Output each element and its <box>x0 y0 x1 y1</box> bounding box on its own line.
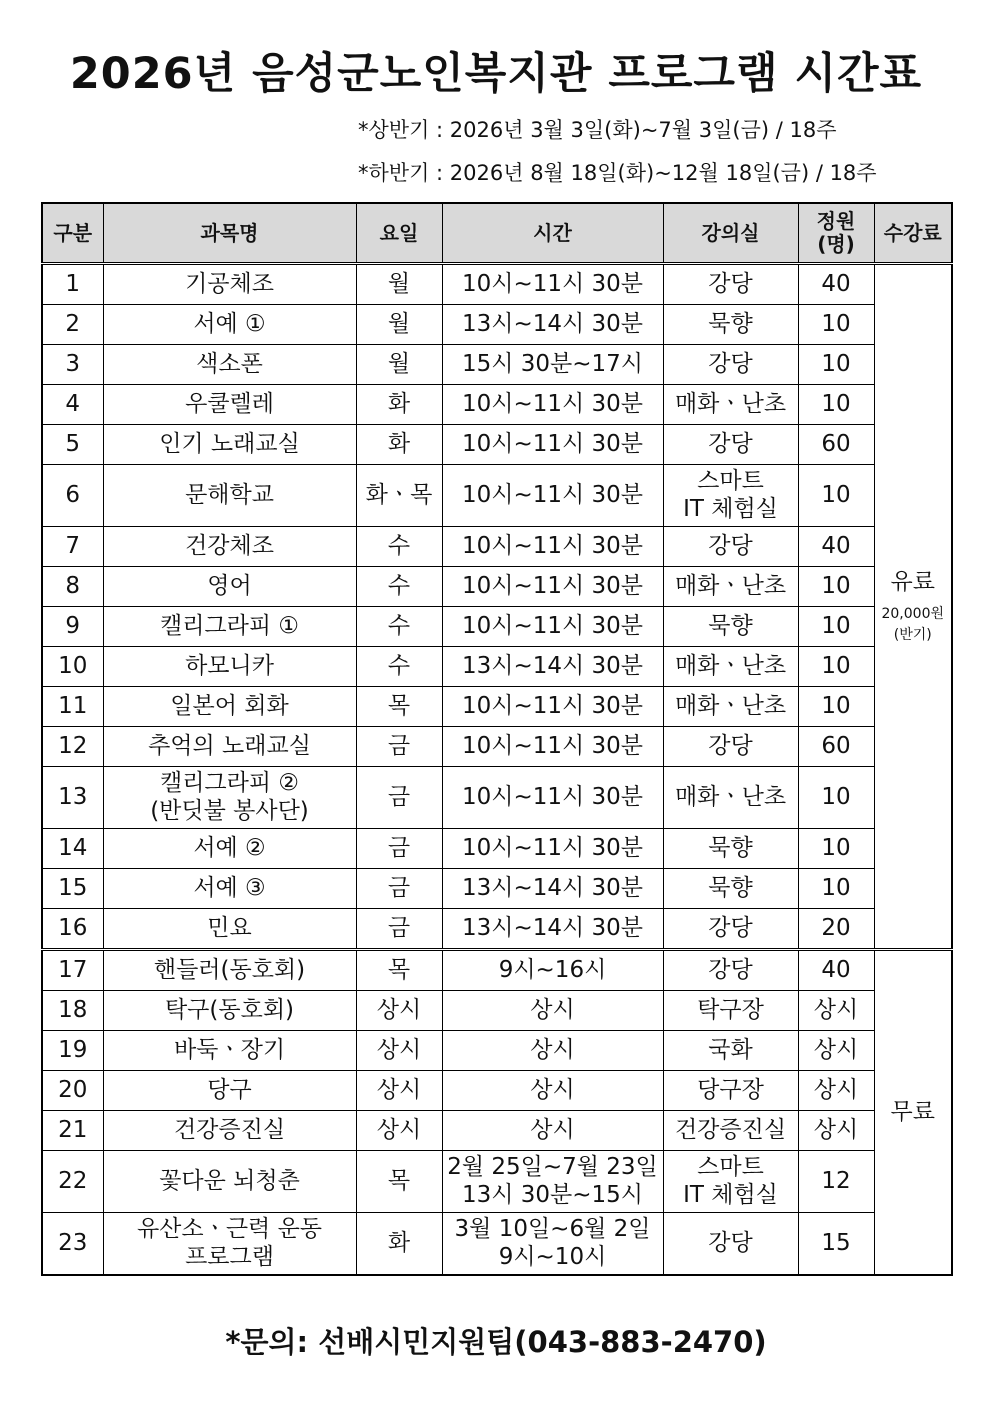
row-no: 22 <box>42 1151 103 1213</box>
schedule-table <box>41 202 953 1276</box>
row-no: 21 <box>42 1111 103 1151</box>
row-day: 금 <box>356 909 442 950</box>
row-room: 묵향 <box>663 607 798 647</box>
row-room: 강당 <box>663 1213 798 1276</box>
row-time: 10시~11시 30분 <box>442 767 663 829</box>
header-capacity-line1: 정원 <box>816 209 856 233</box>
table-row <box>42 425 952 465</box>
row-no: 18 <box>42 991 103 1031</box>
row-day: 화 <box>356 1213 442 1276</box>
row-time: 10시~11시 30분 <box>442 425 663 465</box>
header-subject: 과목명 <box>103 203 356 264</box>
row-subject: 색소폰 <box>103 345 356 385</box>
row-time-line1: 2월 25일~7월 23일 <box>447 1153 658 1180</box>
row-no: 10 <box>42 647 103 687</box>
row-room: 매화ㆍ난초 <box>663 767 798 829</box>
row-day: 수 <box>356 647 442 687</box>
header-capacity-line2: (명) <box>817 232 855 256</box>
row-subject: 건강증진실 <box>103 1111 356 1151</box>
table-row <box>42 607 952 647</box>
row-no: 6 <box>42 465 103 527</box>
row-room: 강당 <box>663 527 798 567</box>
row-time: 13시~14시 30분 <box>442 647 663 687</box>
row-time: 10시~11시 30분 <box>442 264 663 305</box>
row-room-line1: 스마트 <box>697 467 764 494</box>
table-row <box>42 465 952 527</box>
row-day: 상시 <box>356 1111 442 1151</box>
table-row <box>42 1071 952 1111</box>
row-day: 상시 <box>356 1031 442 1071</box>
table-row <box>42 385 952 425</box>
fee-paid-label: 유료 <box>890 569 935 596</box>
row-subject: 하모니카 <box>103 647 356 687</box>
row-subject <box>103 767 356 829</box>
row-subject: 문해학교 <box>103 465 356 527</box>
row-capacity: 10 <box>798 305 874 345</box>
row-time <box>442 1151 663 1213</box>
table-row <box>42 767 952 829</box>
header-time: 시간 <box>442 203 663 264</box>
row-day: 수 <box>356 527 442 567</box>
row-day: 화ㆍ목 <box>356 465 442 527</box>
row-time: 10시~11시 30분 <box>442 567 663 607</box>
row-subject: 기공체조 <box>103 264 356 305</box>
row-subject: 건강체조 <box>103 527 356 567</box>
row-capacity: 40 <box>798 950 874 991</box>
table-row <box>42 909 952 950</box>
row-time: 상시 <box>442 1071 663 1111</box>
row-day: 금 <box>356 869 442 909</box>
row-capacity: 10 <box>798 607 874 647</box>
row-room: 당구장 <box>663 1071 798 1111</box>
row-no: 3 <box>42 345 103 385</box>
row-no: 11 <box>42 687 103 727</box>
row-room: 강당 <box>663 264 798 305</box>
row-room: 묵향 <box>663 305 798 345</box>
row-time-line2: 13시 30분~15시 <box>461 1181 644 1208</box>
contact-info: *문의: 선배시민지원팀(043-883-2470) <box>225 1325 767 1359</box>
row-capacity: 상시 <box>798 991 874 1031</box>
row-time: 13시~14시 30분 <box>442 909 663 950</box>
row-subject: 당구 <box>103 1071 356 1111</box>
row-day: 금 <box>356 727 442 767</box>
row-room <box>663 1151 798 1213</box>
row-day: 상시 <box>356 991 442 1031</box>
table-row <box>42 1151 952 1213</box>
row-day: 금 <box>356 767 442 829</box>
table-row <box>42 527 952 567</box>
row-capacity: 10 <box>798 465 874 527</box>
row-no: 5 <box>42 425 103 465</box>
row-no: 19 <box>42 1031 103 1071</box>
table-row <box>42 1213 952 1276</box>
row-subject: 꽃다운 뇌청춘 <box>103 1151 356 1213</box>
row-no: 2 <box>42 305 103 345</box>
row-day: 월 <box>356 264 442 305</box>
row-subject: 바둑ㆍ장기 <box>103 1031 356 1071</box>
row-no: 8 <box>42 567 103 607</box>
fee-free-cell: 무료 <box>874 950 952 1276</box>
table-row <box>42 829 952 869</box>
row-room-line1: 스마트 <box>697 1153 764 1180</box>
row-room: 건강증진실 <box>663 1111 798 1151</box>
row-room: 탁구장 <box>663 991 798 1031</box>
table-row <box>42 647 952 687</box>
row-no: 4 <box>42 385 103 425</box>
row-capacity: 10 <box>798 647 874 687</box>
row-time <box>442 1213 663 1276</box>
row-time: 10시~11시 30분 <box>442 607 663 647</box>
row-subject: 민요 <box>103 909 356 950</box>
row-subject <box>103 1213 356 1276</box>
row-no: 16 <box>42 909 103 950</box>
row-subject: 탁구(동호회) <box>103 991 356 1031</box>
row-day: 수 <box>356 567 442 607</box>
row-subject-line1: 유산소ㆍ근력 운동 <box>136 1215 323 1242</box>
row-no: 15 <box>42 869 103 909</box>
header-capacity <box>798 203 874 264</box>
row-capacity: 10 <box>798 829 874 869</box>
row-time: 9시~16시 <box>442 950 663 991</box>
row-time: 10시~11시 30분 <box>442 687 663 727</box>
row-subject: 서예 ③ <box>103 869 356 909</box>
row-no: 13 <box>42 767 103 829</box>
table-row <box>42 950 952 991</box>
row-room-line2: IT 체험실 <box>683 495 778 522</box>
row-no: 14 <box>42 829 103 869</box>
row-capacity: 40 <box>798 264 874 305</box>
row-capacity: 60 <box>798 425 874 465</box>
row-room: 국화 <box>663 1031 798 1071</box>
row-no: 23 <box>42 1213 103 1276</box>
row-no: 12 <box>42 727 103 767</box>
row-capacity: 60 <box>798 727 874 767</box>
row-capacity: 15 <box>798 1213 874 1276</box>
row-time: 상시 <box>442 1031 663 1071</box>
row-room: 강당 <box>663 950 798 991</box>
header-no: 구분 <box>42 203 103 264</box>
row-time: 상시 <box>442 1111 663 1151</box>
row-room: 매화ㆍ난초 <box>663 647 798 687</box>
table-row <box>42 869 952 909</box>
row-day: 화 <box>356 425 442 465</box>
table-row <box>42 991 952 1031</box>
row-time-line1: 3월 10일~6월 2일 <box>454 1215 651 1242</box>
row-subject: 추억의 노래교실 <box>103 727 356 767</box>
row-time: 10시~11시 30분 <box>442 465 663 527</box>
row-subject-line2: 프로그램 <box>185 1243 274 1270</box>
row-day: 수 <box>356 607 442 647</box>
row-capacity: 상시 <box>798 1111 874 1151</box>
header-fee: 수강료 <box>874 203 952 264</box>
row-day: 목 <box>356 950 442 991</box>
row-no: 20 <box>42 1071 103 1111</box>
header-day: 요일 <box>356 203 442 264</box>
table-row <box>42 1031 952 1071</box>
table-row <box>42 727 952 767</box>
row-capacity: 20 <box>798 909 874 950</box>
row-subject-line1: 캘리그라피 ② <box>159 769 300 796</box>
table-row <box>42 567 952 607</box>
row-subject: 일본어 회화 <box>103 687 356 727</box>
table-header-row <box>42 203 952 264</box>
header-room: 강의실 <box>663 203 798 264</box>
row-no: 17 <box>42 950 103 991</box>
row-subject: 인기 노래교실 <box>103 425 356 465</box>
row-day: 상시 <box>356 1071 442 1111</box>
row-time: 10시~11시 30분 <box>442 727 663 767</box>
row-room: 매화ㆍ난초 <box>663 687 798 727</box>
row-subject: 캘리그라피 ① <box>103 607 356 647</box>
table-row <box>42 305 952 345</box>
row-capacity: 12 <box>798 1151 874 1213</box>
fee-paid-amount: 20,000원 <box>881 606 944 622</box>
row-capacity: 10 <box>798 687 874 727</box>
row-capacity: 상시 <box>798 1071 874 1111</box>
row-room: 강당 <box>663 727 798 767</box>
row-day: 월 <box>356 305 442 345</box>
row-subject: 우쿨렐레 <box>103 385 356 425</box>
table-row <box>42 264 952 305</box>
row-no: 1 <box>42 264 103 305</box>
row-capacity: 10 <box>798 567 874 607</box>
first-half-period: *상반기 : 2026년 3월 3일(화)~7월 3일(금) / 18주 <box>358 118 837 142</box>
row-day: 목 <box>356 1151 442 1213</box>
row-subject: 영어 <box>103 567 356 607</box>
row-time: 상시 <box>442 991 663 1031</box>
row-capacity: 10 <box>798 345 874 385</box>
table-row <box>42 345 952 385</box>
second-half-period: *하반기 : 2026년 8월 18일(화)~12월 18일(금) / 18주 <box>358 161 877 185</box>
row-time: 13시~14시 30분 <box>442 305 663 345</box>
row-day: 월 <box>356 345 442 385</box>
row-time-line2: 9시~10시 <box>498 1243 607 1270</box>
row-room: 강당 <box>663 345 798 385</box>
row-time: 15시 30분~17시 <box>442 345 663 385</box>
row-capacity: 상시 <box>798 1031 874 1071</box>
page-title: 2026년 음성군노인복지관 프로그램 시간표 <box>69 49 923 99</box>
row-room: 묵향 <box>663 869 798 909</box>
fee-paid-cell <box>874 264 952 950</box>
row-subject-line2: (반딧불 봉사단) <box>150 797 309 824</box>
row-time: 10시~11시 30분 <box>442 385 663 425</box>
row-no: 9 <box>42 607 103 647</box>
row-capacity: 10 <box>798 385 874 425</box>
row-time: 13시~14시 30분 <box>442 869 663 909</box>
row-day: 화 <box>356 385 442 425</box>
row-subject: 서예 ② <box>103 829 356 869</box>
row-capacity: 40 <box>798 527 874 567</box>
row-day: 목 <box>356 687 442 727</box>
row-room: 강당 <box>663 425 798 465</box>
table-row <box>42 1111 952 1151</box>
fee-paid-period: (반기) <box>893 626 932 643</box>
row-room: 매화ㆍ난초 <box>663 385 798 425</box>
row-room-line2: IT 체험실 <box>683 1181 778 1208</box>
row-room: 강당 <box>663 909 798 950</box>
row-time: 10시~11시 30분 <box>442 829 663 869</box>
row-room <box>663 465 798 527</box>
row-day: 금 <box>356 829 442 869</box>
row-room: 매화ㆍ난초 <box>663 567 798 607</box>
row-capacity: 10 <box>798 767 874 829</box>
row-subject: 핸들러(동호회) <box>103 950 356 991</box>
row-capacity: 10 <box>798 869 874 909</box>
row-no: 7 <box>42 527 103 567</box>
table-row <box>42 687 952 727</box>
row-room: 묵향 <box>663 829 798 869</box>
row-time: 10시~11시 30분 <box>442 527 663 567</box>
row-subject: 서예 ① <box>103 305 356 345</box>
